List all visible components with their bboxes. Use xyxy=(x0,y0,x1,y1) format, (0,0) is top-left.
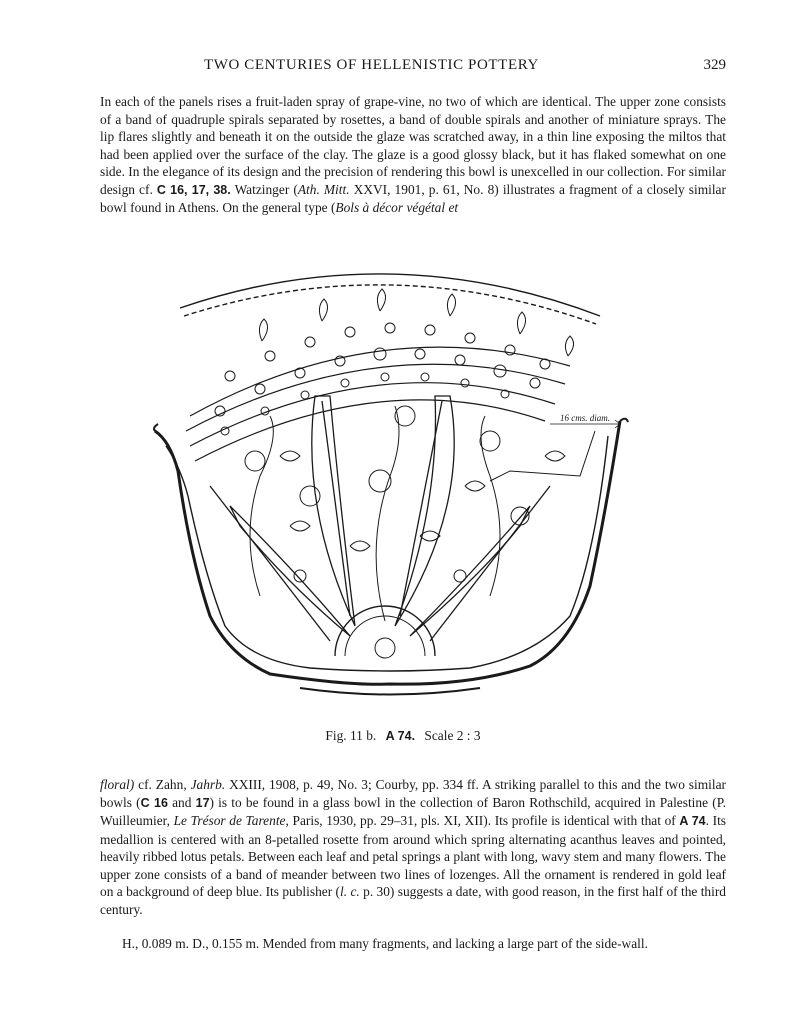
p2-ref-3: A 74 xyxy=(679,814,706,828)
p2-jahrb: Jahrb. xyxy=(190,777,226,792)
band-line-1 xyxy=(190,347,570,416)
p1-type-name: Bols à décor végétal et xyxy=(335,200,459,215)
paragraph-2 xyxy=(100,776,726,918)
band-line-3 xyxy=(190,383,555,446)
caption-scale: Scale 2 : 3 xyxy=(424,728,481,743)
caption-ref: A 74. xyxy=(385,729,416,743)
caption-fig: Fig. 11 b. xyxy=(325,728,377,743)
p2-text-6: . Its medallion is centered with an 8-petalled rosette from around which spring alternating acanthus leaves and pointed, heavily ribbed lotus petals. Between each leaf and petal springs a plant with long, wavy stem and many flowers. The upper zone consists of a band of meander between two lines of lozenges. All the ornament is rendered in gold leaf on a background of deep blue. Its publisher ( xyxy=(100,813,727,899)
page-header xyxy=(100,57,726,81)
p2-text-1: cf. Zahn, xyxy=(134,777,191,792)
page-number: 329 xyxy=(703,57,726,73)
spiral-band xyxy=(215,323,550,435)
paragraph-1 xyxy=(100,93,726,217)
p2-text-5: , Paris, 1930, pp. 29–31, pls. XI, XII). Its profile is identical with that of xyxy=(285,813,680,828)
dimension-label: 16 cms. diam. xyxy=(560,413,610,423)
p2-text-2: XXIII, 1908, p. 49, No. 3; Courby, pp. 334 ff. A striking parallel to this and the two similar bowls ( xyxy=(100,777,727,810)
rim-arc-outer xyxy=(180,274,600,316)
p2-lc: l. c. xyxy=(340,884,360,899)
p2-text-3: and xyxy=(167,794,196,810)
p2-ref-2: 17 xyxy=(195,795,210,810)
p1-text-2: Watzinger ( xyxy=(230,181,298,197)
p1-journal: Ath. Mitt. xyxy=(297,181,350,197)
bowl-drawing-figure xyxy=(150,256,630,704)
bowl-outer-profile xyxy=(155,421,620,684)
p2-text-7: p. 30) suggests a date, with good reason, in the first half of the third century. xyxy=(100,884,726,917)
rim-arc-dashed xyxy=(184,285,596,324)
p2-tresor: Le Trésor de Tarente xyxy=(173,813,286,828)
p1-text-1: In each of the panels rises a fruit-laden spray of grape-vine, no two of which are identical. The upper zone consists of a band of quadruple spirals separated by rosettes, a band of double spirals and another of miniature sprays. The lip flares slightly and beneath it on the outside the glaze was scratched away, in a thin line exposing the miltos that had been applied over the surface of the clay. The glaze is a good glossy black, but it has flaked somewhat on one side. In the elegance of its design and the precision of rendering this bowl is unexcelled in our collection. For similar design cf. xyxy=(100,94,726,197)
bowl-foot xyxy=(300,688,480,695)
break-line xyxy=(490,431,595,481)
paragraph-3: H., 0.089 m. D., 0.155 m. Mended from many fragments, and lacking a large part of the side-wall. xyxy=(122,936,648,951)
figure-caption xyxy=(0,728,806,744)
bowl-inner-profile xyxy=(166,436,608,671)
p1-catalogue-ref: C 16, 17, 38. xyxy=(156,182,231,197)
bowl-drawing xyxy=(150,256,630,704)
p2-ref-1: C 16 xyxy=(140,795,168,810)
p1-text-3: XXVI, 1901, p. 61, No. 8) illustrates a fragment of a closely similar bowl found in Athens. On the general type ( xyxy=(100,181,726,215)
running-title: TWO CENTURIES OF HELLENISTIC POTTERY xyxy=(204,57,539,73)
band-line-4 xyxy=(195,400,545,461)
p2-text-4: ) is to be found in a glass bowl in the collection of Baron Rothschild, acquired in Palestine (P. Wuilleumier, xyxy=(100,794,726,828)
p2-type-name-end: floral) xyxy=(100,777,135,792)
